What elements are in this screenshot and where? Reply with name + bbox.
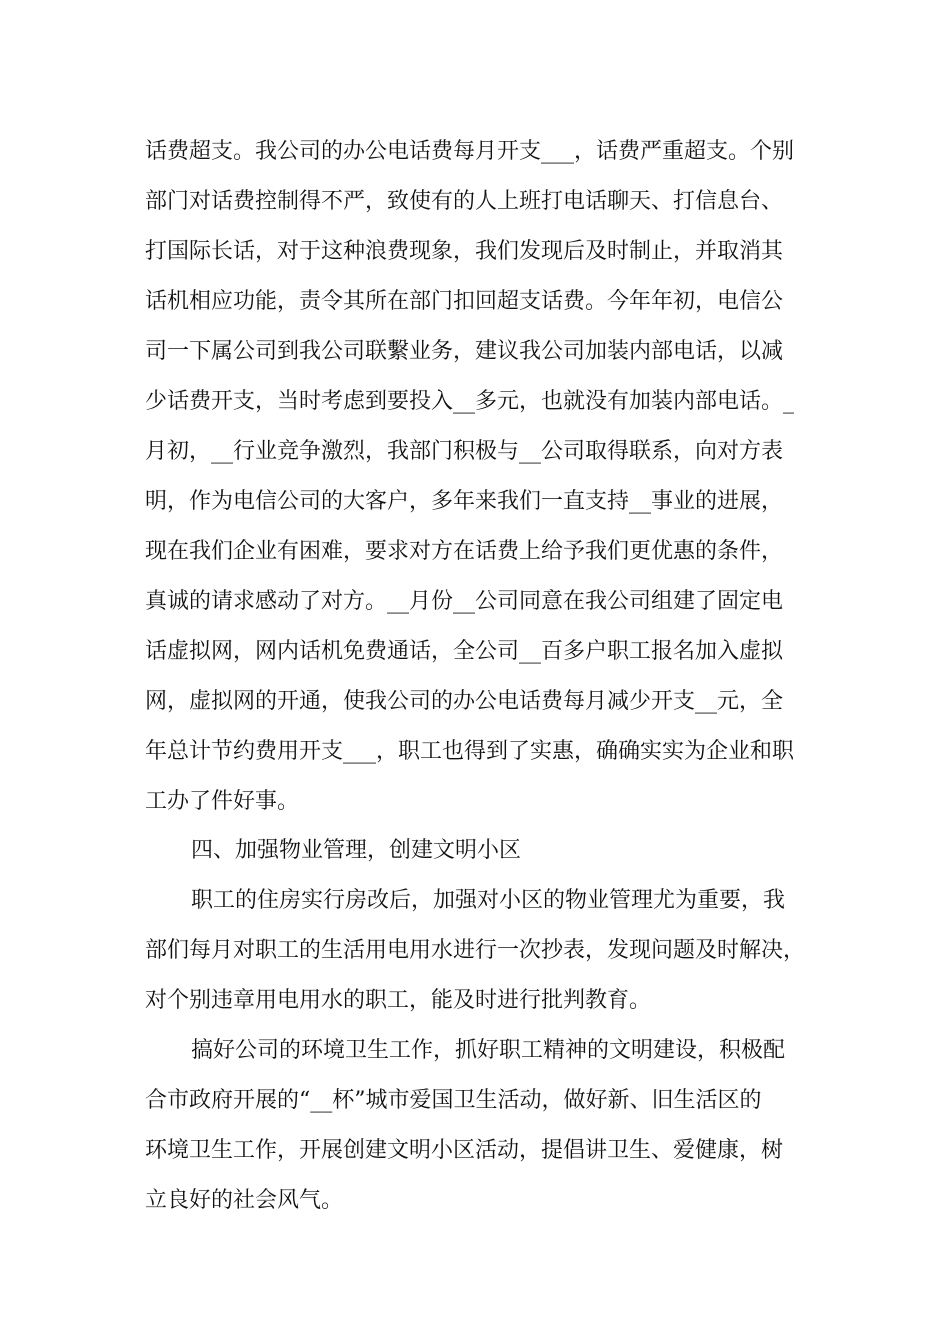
- paragraph-line: 对个别违章用电用水的职工，能及时进行批判教育。: [145, 988, 652, 1013]
- paragraph-line: 年总计节约费用开支___，职工也得到了实惠，确确实实为企业和职: [145, 739, 795, 764]
- paragraph-line: 环境卫生工作，开展创建文明小区活动，提倡讲卫生、爱健康，树: [145, 1138, 784, 1163]
- section-heading: 四、加强物业管理，创建文明小区: [191, 838, 522, 863]
- paragraph-line: 话虚拟网，网内话机免费通话，全公司__百多户职工报名加入虚拟: [145, 639, 784, 664]
- paragraph-line: 网，虚拟网的开通，使我公司的办公电话费每月减少开支__元，全: [145, 689, 784, 714]
- paragraph-line: 职工的住房实行房改后，加强对小区的物业管理尤为重要，我: [191, 888, 786, 913]
- paragraph-line: 立良好的社会风气。: [145, 1188, 344, 1213]
- paragraph-line: 合市政府开展的“__杯”城市爱国卫生活动，做好新、旧生活区的: [145, 1088, 762, 1113]
- paragraph-line: 部们每月对职工的生活用电用水进行一次抄表，发现问题及时解决，: [145, 938, 806, 963]
- paragraph-line: 打国际长话，对于这种浪费现象，我们发现后及时制止，并取消其: [145, 239, 784, 264]
- paragraph-line: 部门对话费控制得不严，致使有的人上班打电话聊天、打信息台、: [145, 189, 784, 214]
- paragraph-line: 工办了件好事。: [145, 789, 300, 814]
- paragraph-line: 明，作为电信公司的大客户，多年来我们一直支持__事业的进展，: [145, 489, 784, 514]
- paragraph-line: 现在我们企业有困难，要求对方在话费上给予我们更优惠的条件，: [145, 539, 784, 564]
- paragraph-line: 话费超支。我公司的办公电话费每月开支___，话费严重超支。个别: [145, 139, 795, 164]
- paragraph-line: 司一下属公司到我公司联繫业务，建议我公司加装内部电话，以减: [145, 339, 784, 364]
- paragraph-line: 真诚的请求感动了对方。__月份__公司同意在我公司组建了固定电: [145, 589, 784, 614]
- paragraph-line: 搞好公司的环境卫生工作，抓好职工精神的文明建设，积极配: [191, 1038, 786, 1063]
- paragraph-line: 少话费开支，当时考虑到要投入__多元，也就没有加装内部电话。_: [145, 389, 795, 414]
- paragraph-line: 月初，__行业竞争激烈，我部门积极与__公司取得联系，向对方表: [145, 439, 784, 464]
- paragraph-line: 话机相应功能，责令其所在部门扣回超支话费。今年年初，电信公: [145, 289, 784, 314]
